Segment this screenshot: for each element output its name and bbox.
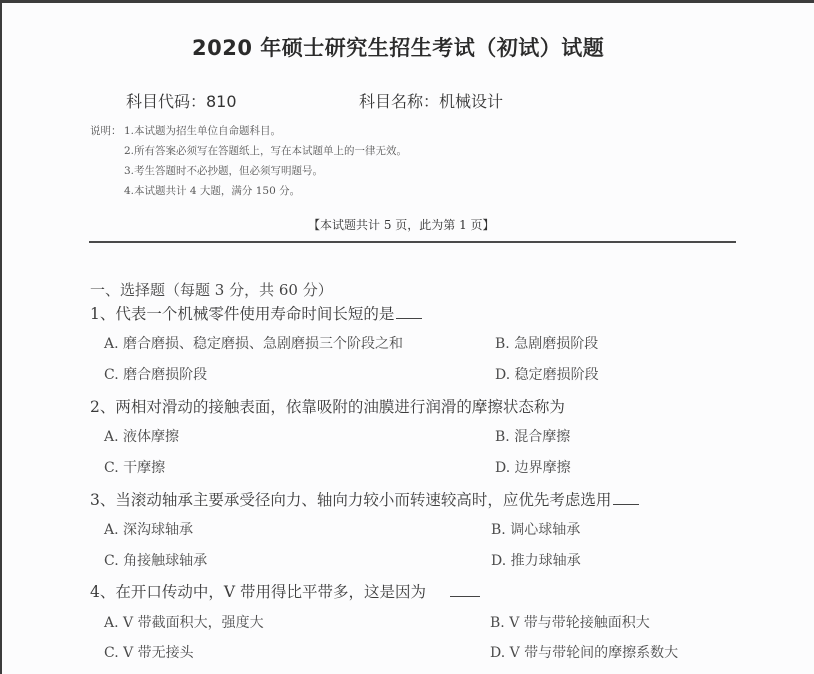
option-d: D. 推力球轴承 [491,553,581,569]
option-c: C. 角接触球轴承 [104,553,208,569]
option-d: D. 边界摩擦 [495,460,571,476]
subject-name: 科目名称：机械设计 [359,92,504,111]
note-item: 2.所有答案必须写在答题纸上，写在本试题单上的一律无效。 [124,145,408,157]
option-c: C. V 带无接头 [104,645,194,661]
question-stem: 4、在开口传动中，V 带用得比平带多，这是因为 [90,580,480,602]
header-divider [89,241,736,243]
option-d: D. V 带与带轮间的摩擦系数大 [490,645,679,661]
answer-blank [396,305,422,319]
answer-blank [613,491,639,505]
option-c: C. 磨合磨损阶段 [104,367,208,383]
page-info: 【本试题共计 5 页，此为第 1 页】 [308,218,495,232]
option-a: A. 液体摩擦 [104,429,180,445]
note-item: 4.本试题共计 4 大题，满分 150 分。 [124,185,301,197]
option-a: A. V 带截面积大，强度大 [104,615,264,631]
question-stem: 2、两相对滑动的接触表面，依靠吸附的油膜进行润滑的摩擦状态称为 [90,398,565,416]
option-b: B. 急剧磨损阶段 [495,336,599,352]
question-stem: 1、代表一个机械零件使用寿命时间长短的是 [90,302,422,324]
subject-code: 科目代码：810 [126,92,237,111]
option-c: C. 干摩擦 [104,460,166,476]
question-stem: 3、当滚动轴承主要承受径向力、轴向力较小而转速较高时，应优先考虑选用 [90,488,639,510]
option-a: A. 深沟球轴承 [104,522,194,538]
option-b: B. 调心球轴承 [491,522,581,538]
option-d: D. 稳定磨损阶段 [495,367,599,383]
answer-blank [450,583,480,597]
option-b: B. 混合摩擦 [495,429,571,445]
note-item: 3.考生答题时不必抄题，但必须写明题号。 [124,165,324,177]
option-a: A. 磨合磨损、稳定磨损、急剧磨损三个阶段之和 [104,336,404,352]
option-b: B. V 带与带轮接触面积大 [490,615,650,631]
section-title: 一、选择题（每题 3 分，共 60 分） [90,281,333,299]
note-item: 1.本试题为招生单位自命题科目。 [124,125,282,137]
exam-title: 2020 年硕士研究生招生考试（初试）试题 [192,36,605,60]
notes-label: 说明： [90,125,122,137]
